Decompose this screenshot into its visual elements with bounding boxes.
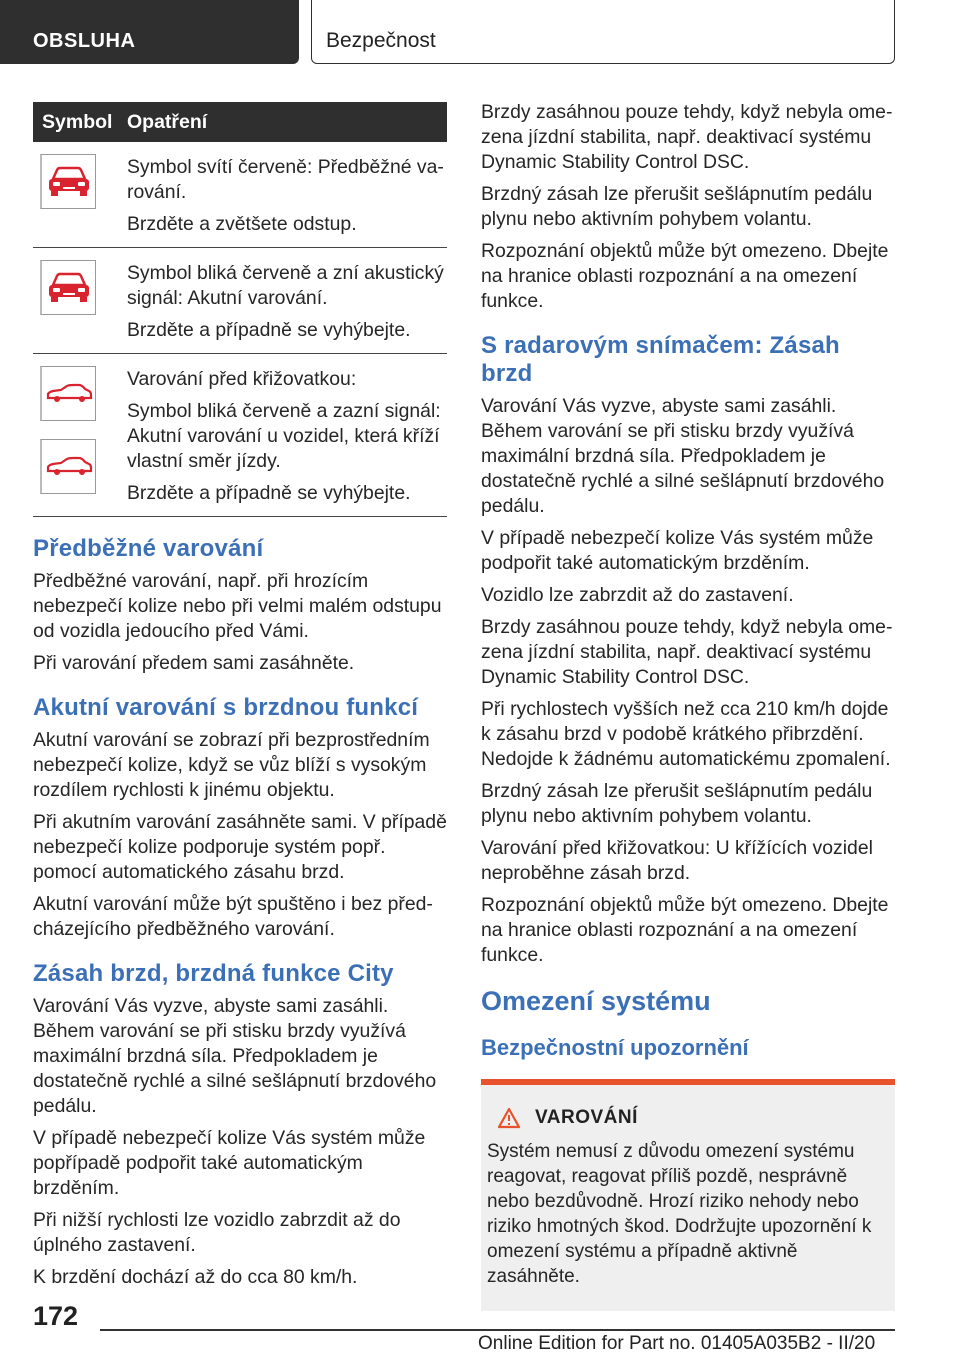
cross-traffic-warning-icon — [40, 366, 96, 421]
heading-safety-notes: Bezpečnostní upozornění — [481, 1035, 749, 1060]
paragraph: Při nižší rychlosti lze vozidlo zabrzdit až do úplného zastavení. — [33, 1209, 401, 1256]
heading-system-limits: Omezení systému — [481, 986, 711, 1016]
page-number: 172 — [33, 1301, 79, 1331]
paragraph: Při akutním varování zasáhněte sami. V případě nebezpečí kolize podporuje systém popř. pomocí automatického zásahu brzd. — [33, 811, 447, 883]
cross-traffic-warning-icon — [40, 439, 96, 494]
row-text: Symbol bliká červeně a zní akustický signál: Akutní varování. — [127, 262, 444, 309]
warning-triangle-icon — [497, 1107, 521, 1129]
paragraph: Rozpoznání objektů může být omezeno. Dbejte na hranice oblasti rozpoznání a na omezení funkce. — [481, 240, 889, 312]
paragraph: V případě nebezpečí kolize Vás systém může popřípadě podpořit také automatickým brzděním. — [33, 1127, 426, 1199]
heading-pre-warning: Předběžné varování — [33, 535, 264, 562]
paragraph: Akutní varování se zobrazí při bezprostředním nebezpečí kolize, když se vůz blíží s vysokým rozdílem rychlosti k jinému objektu. — [33, 729, 430, 801]
car-front-warning-icon — [40, 154, 96, 209]
row-text: Brzděte a případně se vyhýbejte. — [127, 482, 411, 504]
paragraph: Brzdný zásah lze přerušit sešlápnutím pedálu plynu nebo aktivním pohybem volantu. — [481, 780, 873, 827]
table-row — [33, 354, 447, 517]
heading-city-brake: Zásah brzd, brzdná funkce City — [33, 960, 394, 987]
row-text: Brzděte a případně se vyhýbejte. — [127, 319, 411, 341]
header-symbol: Symbol — [42, 110, 113, 133]
paragraph: Varování Vás vyzve, abyste sami zasáhli. Během varování se při stisku brzdy využívá maximální brzdná síla. Předpokladem je dostatečně rychlé a silné sešlápnutí brzdového pedálu. — [481, 395, 885, 517]
paragraph: Při varování předem sami zasáhněte. — [33, 652, 355, 674]
table-row — [33, 248, 447, 354]
paragraph: Varování Vás vyzve, abyste sami zasáhli. Během varování se při stisku brzdy využívá maximální brzdná síla. Předpokladem je dostatečně rychlé a silné sešlápnutí brzdového pedálu. — [33, 995, 437, 1117]
paragraph: Předběžné varování, např. při hrozícím nebezpečí kolize nebo při velmi malém odstupu od vozidla jedoucího před Vámi. — [33, 570, 442, 642]
warning-text: Systém nemusí z důvodu omezení systému reagovat, reagovat příliš pozdě, nesprávně nebo bezdůvodně. Hrozí riziko nehody nebo riziko hmotných škod. Dodržujte upozornění k omezení systému a případně aktivně zasáhněte. — [487, 1141, 872, 1287]
table-row — [33, 142, 447, 248]
row-text: Symbol svítí červeně: Předběžné varování. — [127, 156, 444, 203]
paragraph: Při rychlostech vyšších než cca 210 km/h dojde k zásahu brzd v podobě krátkého přibrzdění. Nedojde k žádnému automatickému zpomalení. — [481, 698, 891, 770]
paragraph: K brzdění dochází až do cca 80 km/h. — [33, 1266, 358, 1288]
paragraph: Rozpoznání objektů může být omezeno. Dbejte na hranice oblasti rozpoznání a na omezení funkce. — [481, 894, 889, 966]
right-column — [481, 100, 895, 1311]
paragraph: V případě nebezpečí kolize Vás systém může podpořit také automatickým brzděním. — [481, 527, 874, 574]
row-text: Brzděte a zvětšete odstup. — [127, 213, 357, 235]
row-text: Varování před křižovatkou: — [127, 368, 357, 390]
paragraph: Brzdy zasáhnou pouze tehdy, když nebyla omezena jízdní stabilita, např. deaktivací systému Dynamic Stability Control DSC. — [481, 101, 893, 173]
paragraph: Brzdy zasáhnou pouze tehdy, když nebyla omezena jízdní stabilita, např. deaktivací systému Dynamic Stability Control DSC. — [481, 616, 893, 688]
warning-box — [481, 1079, 895, 1311]
section-label: OBSLUHA — [33, 30, 136, 52]
table-header — [33, 102, 447, 142]
heading-radar: S radarovým snímačem: Zásah brzd — [481, 332, 840, 387]
left-column — [33, 102, 447, 1297]
chapter-label: Bezpečnost — [326, 29, 436, 52]
warning-title: VAROVÁNÍ — [535, 1107, 638, 1128]
header-action: Opatření — [127, 110, 208, 133]
car-front-warning-icon — [40, 260, 96, 315]
symbol-table — [33, 102, 447, 517]
chapter-tab — [311, 0, 895, 64]
row-text: Symbol bliká červeně a zazní signál: Akutní varování u vozidel, která kříží vlastní směr jízdy. — [127, 400, 441, 472]
heading-acute-warning: Akutní varování s brzdnou funkcí — [33, 694, 419, 721]
paragraph: Varování před křižovatkou: U křížících vozidel neproběhne zásah brzd. — [481, 837, 873, 884]
edition-note: Online Edition for Part no. 01405A035B2 - II/20 — [478, 1333, 876, 1354]
paragraph: Akutní varování může být spuštěno i bez předcházejícího předběžného varování. — [33, 893, 433, 940]
paragraph: Vozidlo lze zabrzdit až do zastavení. — [481, 584, 794, 606]
footer-divider — [100, 1329, 895, 1331]
paragraph: Brzdný zásah lze přerušit sešlápnutím pedálu plynu nebo aktivním pohybem volantu. — [481, 183, 873, 230]
section-tab — [0, 0, 299, 64]
